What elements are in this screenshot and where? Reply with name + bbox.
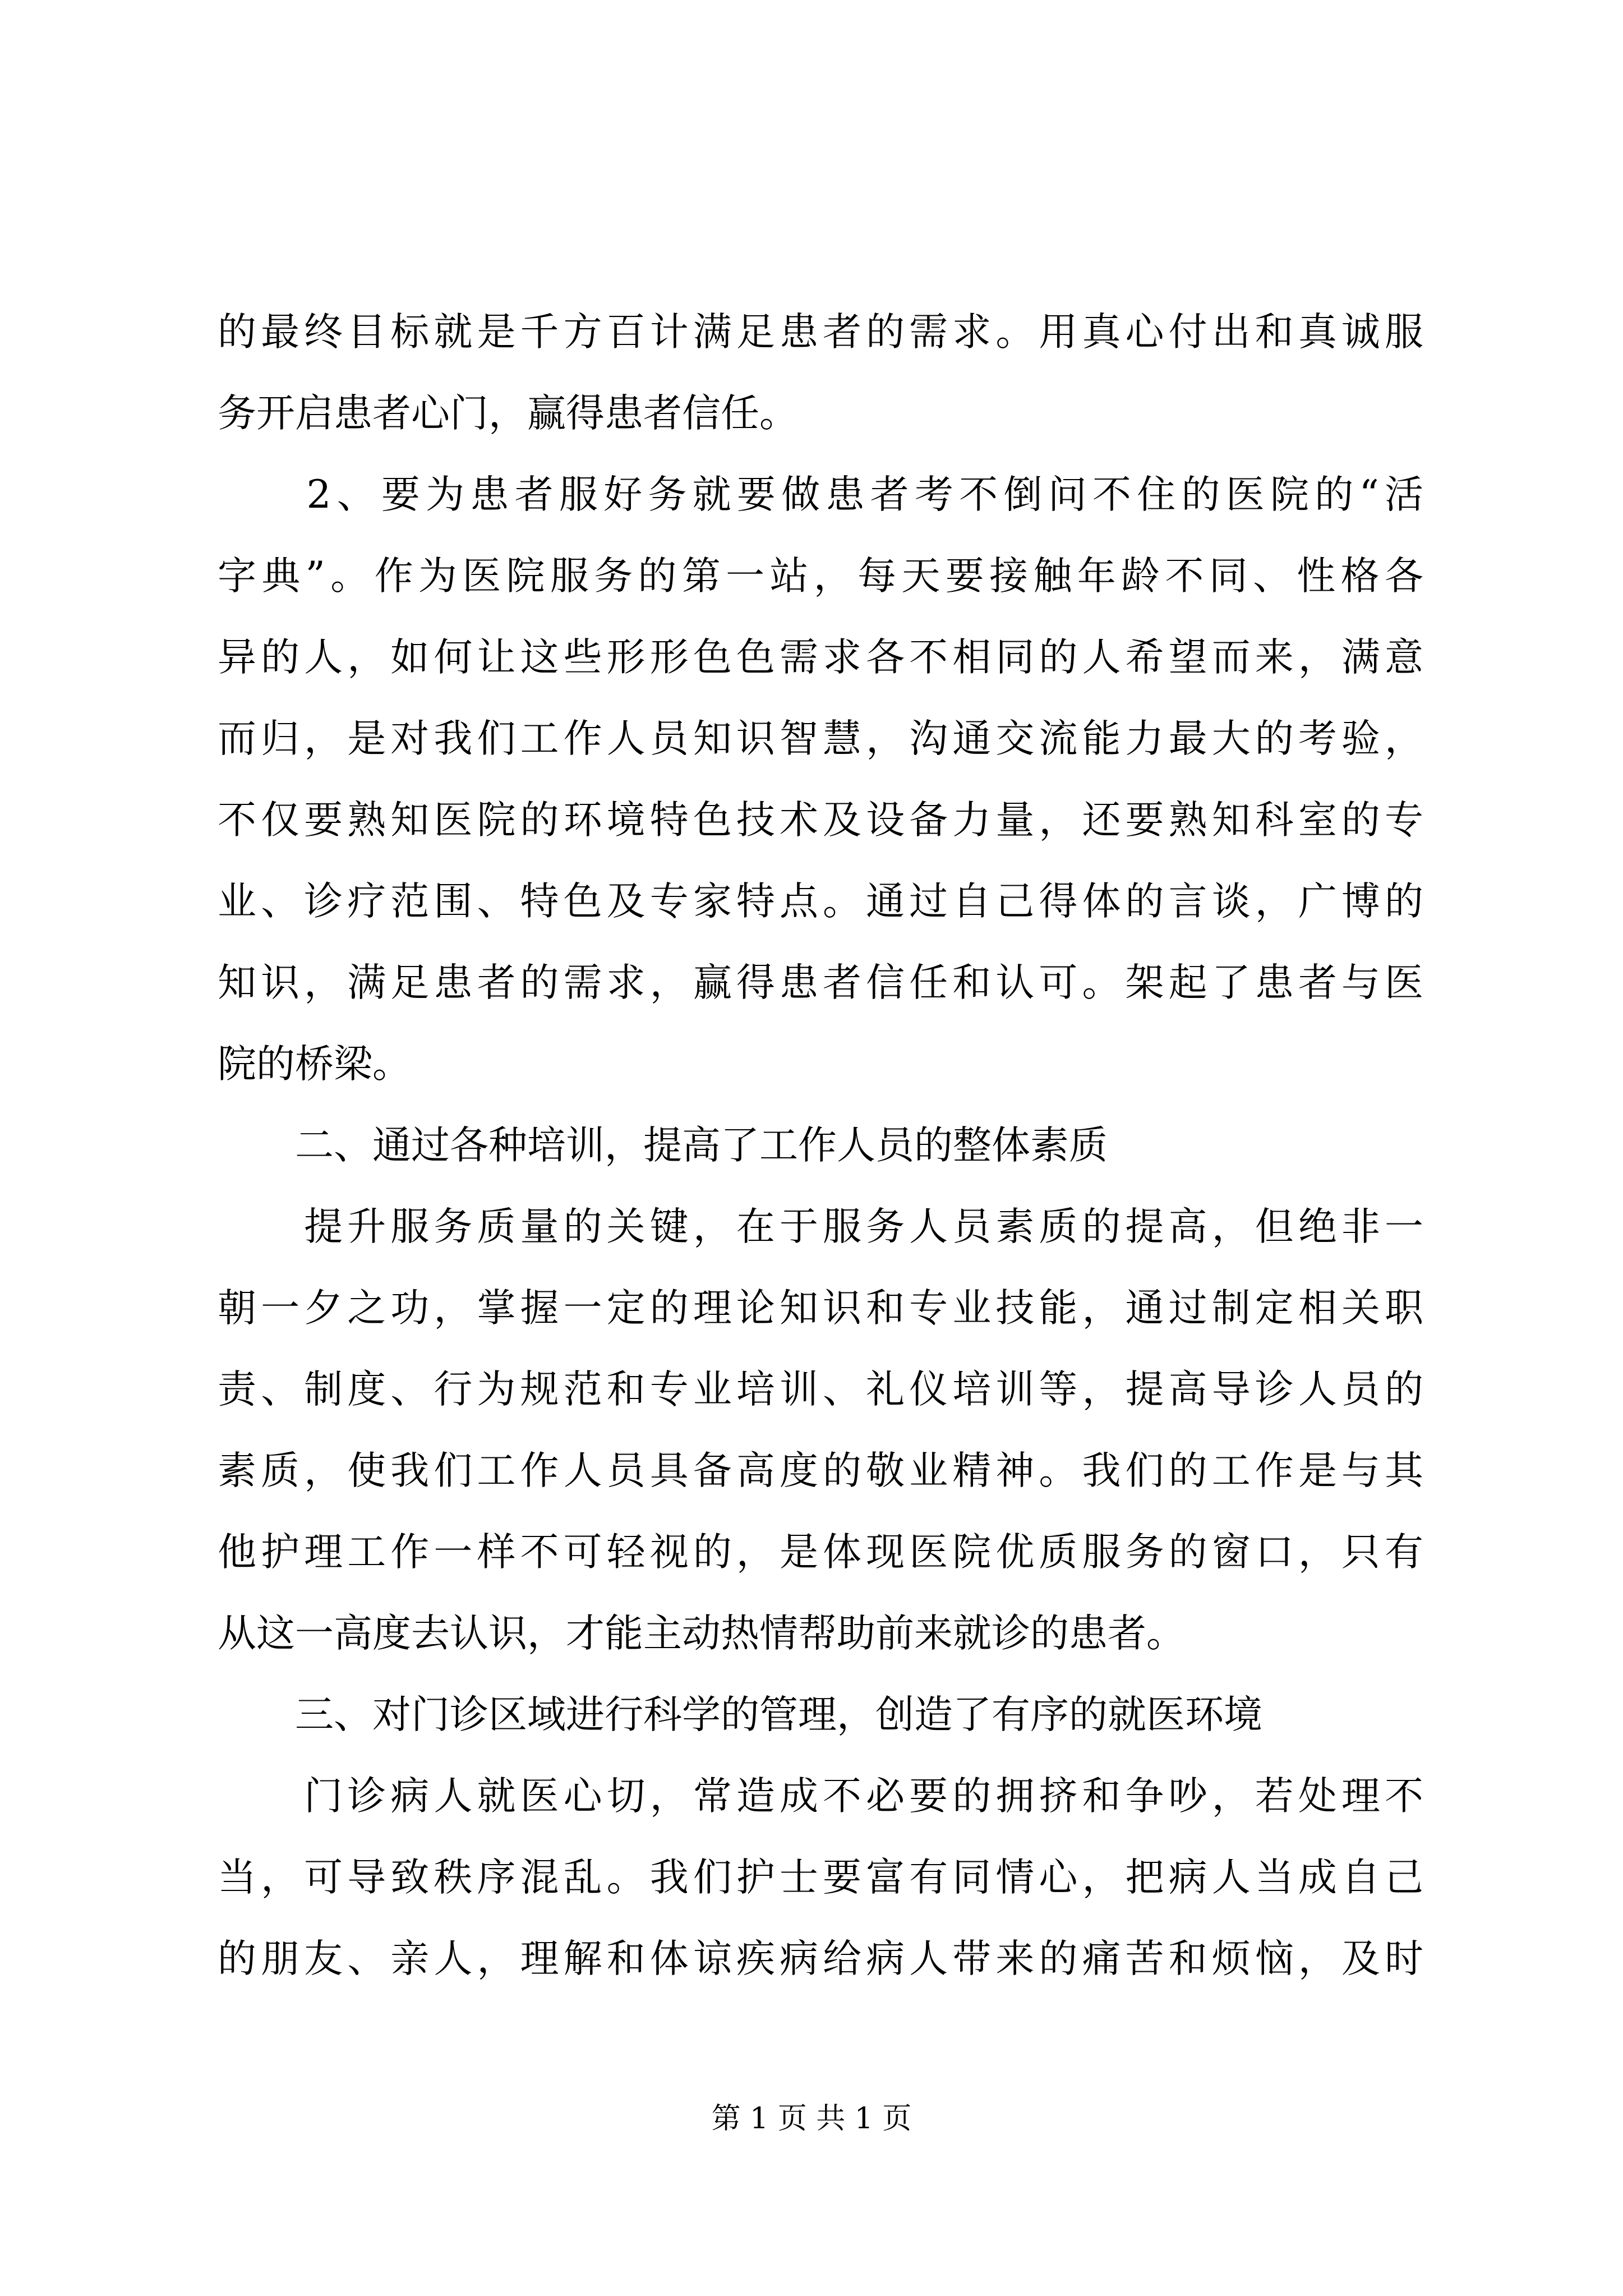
- text-line: 字典”。作为医院服务的第一站，每天要接触年龄不同、性格各: [218, 554, 1423, 599]
- section-heading: 三、对门诊区域进行科学的管理，创造了有序的就医环境: [218, 1692, 1262, 1737]
- text-line: 而归，是对我们工作人员知识智慧，沟通交流能力最大的考验，: [218, 716, 1423, 761]
- text-line: 门诊病人就医心切，常造成不必要的拥挤和争吵，若处理不: [218, 1774, 1423, 1819]
- text-line: 2、要为患者服好务就要做患者考不倒问不住的医院的“活: [218, 472, 1423, 517]
- text-line: 业、诊疗范围、特色及专家特点。通过自己得体的言谈，广博的: [218, 879, 1423, 924]
- text-line: 知识，满足患者的需求，赢得患者信任和认可。架起了患者与医: [218, 960, 1423, 1005]
- text-line: 从这一高度去认识，才能主动热情帮助前来就诊的患者。: [218, 1611, 1185, 1656]
- text-line: 提升服务质量的关键，在于服务人员素质的提高，但绝非一: [218, 1204, 1423, 1249]
- text-line: 素质，使我们工作人员具备高度的敬业精神。我们的工作是与其: [218, 1448, 1423, 1493]
- text-line: 责、制度、行为规范和专业培训、礼仪培训等，提高导诊人员的: [218, 1367, 1423, 1412]
- text-line: 的朋友、亲人，理解和体谅疾病给病人带来的痛苦和烦恼，及时: [218, 1936, 1423, 1981]
- section-heading: 二、通过各种培训，提高了工作人员的整体素质: [218, 1123, 1108, 1168]
- text-line: 不仅要熟知医院的环境特色技术及设备力量，还要熟知科室的专: [218, 798, 1423, 843]
- text-line: 他护理工作一样不可轻视的，是体现医院优质服务的窗口，只有: [218, 1530, 1423, 1575]
- text-line: 异的人，如何让这些形形色色需求各不相同的人希望而来，满意: [218, 635, 1423, 680]
- text-line: 当，可导致秩序混乱。我们护士要富有同情心，把病人当成自己: [218, 1855, 1423, 1900]
- text-line: 院的桥梁。: [218, 1042, 411, 1087]
- text-line: 务开启患者心门，赢得患者信任。: [218, 391, 798, 436]
- text-line: 的最终目标就是千方百计满足患者的需求。用真心付出和真诚服: [218, 310, 1423, 355]
- text-line: 朝一夕之功，掌握一定的理论知识和专业技能，通过制定相关职: [218, 1286, 1423, 1331]
- body-text: [218, 292, 1423, 2000]
- page-number-footer: 第 1 页 共 1 页: [711, 2102, 912, 2136]
